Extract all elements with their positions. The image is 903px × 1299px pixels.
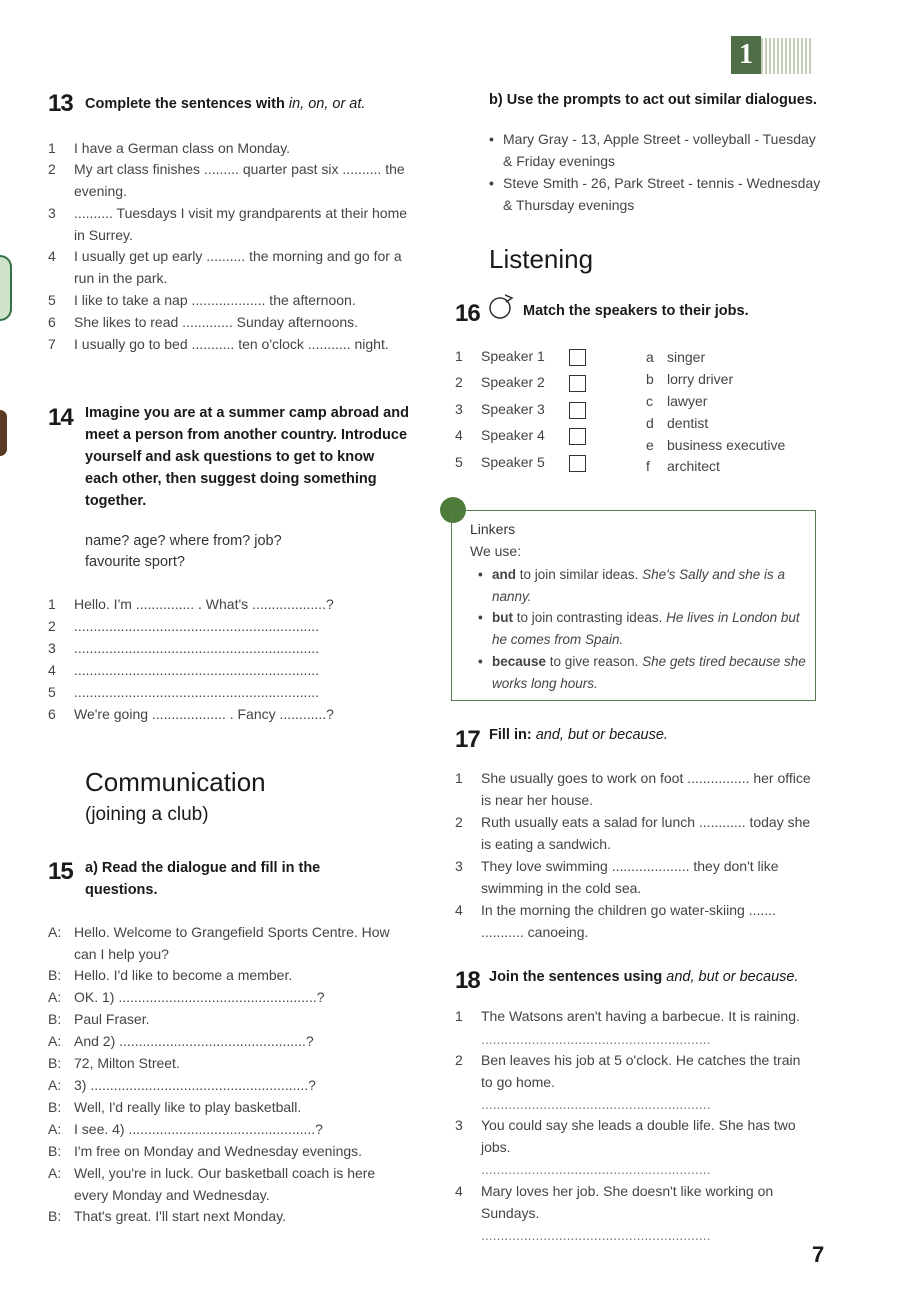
ex18-answer-line-3[interactable]: ...........................................................: [481, 1161, 711, 1177]
page-number: 7: [812, 1242, 825, 1267]
dialogue-line-2: B: Hello. I'd like to become a member.: [48, 967, 293, 983]
ex17-item-1: 1 She usually goes to work on foot ................ her office is near her house.: [455, 770, 811, 808]
dialogue-line-4: B: Paul Fraser.: [48, 1011, 150, 1027]
exercise-14-title: Imagine you are at a summer camp abroad and meet a person from another country. Introduce yourself and ask questions to get to know each other, then suggest doing something together.: [85, 405, 409, 509]
ex14-line-5: 5 ...............................................................: [48, 684, 320, 700]
exercise-14-number: 14: [48, 404, 73, 431]
speaker-row-4: 4 Speaker 4: [455, 427, 545, 443]
page-edge-illustration-2: [0, 410, 7, 456]
unit-badge: 1: [731, 36, 761, 74]
exercise-15-number: 15: [48, 858, 73, 885]
dialogue-line-3: A: OK. 1) ...................................................?: [48, 989, 325, 1005]
exercise-18-title: Join the sentences using and, but or because.: [489, 969, 799, 985]
exercise-17-title: Fill in: and, but or because.: [489, 727, 668, 743]
linkers-intro: We use:: [470, 543, 522, 559]
ex17-item-2: 2 Ruth usually eats a salad for lunch ............ today she is eating a sandwich.: [455, 814, 811, 852]
ex18-item-2: 2 Ben leaves his job at 5 o'clock. He catches the train to go home.: [455, 1052, 801, 1090]
dialogue-line-9: A: I see. 4) ................................................?: [48, 1121, 323, 1137]
ex17-item-3: 3 They love swimming .................... they don't like swimming in the cold sea.: [455, 858, 779, 896]
exercise-17-number: 17: [455, 726, 480, 753]
linker-but: but to join contrasting ideas. He lives in London but he comes from Spain.: [492, 610, 800, 647]
communication-heading: Communication: [85, 767, 266, 797]
linkers-title: Linkers: [470, 521, 516, 537]
exercise-18-number: 18: [455, 967, 480, 994]
job-e: e business executive: [646, 437, 786, 453]
ex14-line-6: 6 We're going ................... . Fancy ............?: [48, 706, 334, 722]
ex13-item-3: 3 .......... Tuesdays I visit my grandparents at their home in Surrey.: [48, 205, 408, 243]
prompt-steve-smith: • Steve Smith - 26, Park Street - tennis - Wednesday & Thursday evenings: [503, 173, 823, 216]
answer-box-4[interactable]: [569, 428, 586, 446]
page-edge-illustration: [0, 255, 12, 321]
exercise-15b-title: b) Use the prompts to act out similar dialogues.: [489, 92, 817, 108]
ex14-prompts-2: favourite sport?: [85, 554, 185, 570]
ex14-prompts-1: name? age? where from? job?: [85, 533, 282, 549]
ex13-item-1: 1 I have a German class on Monday.: [48, 140, 291, 156]
speaker-row-5: 5 Speaker 5: [455, 454, 545, 470]
ex14-line-2: 2 ...............................................................: [48, 618, 320, 634]
ex14-line-4: 4 ...............................................................: [48, 662, 320, 678]
answer-box-2[interactable]: [569, 375, 586, 393]
dialogue-line-5: A: And 2) ................................................?: [48, 1033, 314, 1049]
dialogue-line-11: A: Well, you're in luck. Our basketball coach is here every Monday and Wednesday.: [48, 1165, 376, 1203]
ex18-item-4: 4 Mary loves her job. She doesn't like working on Sundays.: [455, 1183, 774, 1221]
linker-and: and to join similar ideas. She's Sally and she is a nanny.: [492, 567, 785, 604]
ex14-line-1: 1 Hello. I'm ............... . What's ...................?: [48, 596, 334, 612]
exercise-16-number: 16: [455, 300, 480, 327]
ex13-item-6: 6 She likes to read ............. Sunday afternoons.: [48, 314, 359, 330]
unit-badge-pattern: [761, 38, 813, 74]
exercise-13-number: 13: [48, 90, 73, 117]
answer-box-5[interactable]: [569, 455, 586, 473]
audio-cd-icon: [485, 292, 517, 325]
exercise-13-title: Complete the sentences with in, on, or at.: [85, 96, 366, 112]
ex18-answer-line-4[interactable]: ...........................................................: [481, 1227, 711, 1243]
ex18-answer-line-2[interactable]: ...........................................................: [481, 1096, 711, 1112]
exercise-15-title: a) Read the dialogue and fill in the questions.: [85, 860, 321, 898]
ex18-answer-line-1[interactable]: ...........................................................: [481, 1031, 711, 1047]
speaker-row-1: 1 Speaker 1: [455, 348, 545, 364]
dialogue-line-12: B: That's great. I'll start next Monday.: [48, 1208, 287, 1224]
listening-heading: Listening: [489, 244, 594, 274]
ex14-line-3: 3 ...............................................................: [48, 640, 320, 656]
answer-box-1[interactable]: [569, 349, 586, 367]
dialogue-line-6: B: 72, Milton Street.: [48, 1055, 180, 1071]
speaker-row-3: 3 Speaker 3: [455, 401, 545, 417]
job-b: b lorry driver: [646, 371, 734, 387]
dialogue-line-7: A: 3) ........................................................?: [48, 1077, 316, 1093]
ex18-item-3: 3 You could say she leads a double life. She has two jobs.: [455, 1117, 796, 1155]
ex18-item-1: 1 The Watsons aren't having a barbecue. It is raining.: [455, 1008, 800, 1024]
job-f: f architect: [646, 458, 720, 474]
answer-box-3[interactable]: [569, 402, 586, 420]
linkers-box: [451, 510, 816, 701]
linker-because: because to give reason. She gets tired because she works long hours.: [492, 654, 806, 691]
job-a: a singer: [646, 349, 706, 365]
ex13-item-5: 5 I like to take a nap ................... the afternoon.: [48, 292, 356, 308]
job-d: d dentist: [646, 415, 709, 431]
prompt-mary-gray: • Mary Gray - 13, Apple Street - volleyball - Tuesday & Friday evenings: [503, 129, 823, 172]
communication-subheading: (joining a club): [85, 804, 209, 825]
ex13-item-7: 7 I usually go to bed ........... ten o'clock ........... night.: [48, 336, 389, 352]
exercise-16-title: Match the speakers to their jobs.: [523, 303, 749, 319]
ex13-item-4: 4 I usually get up early .......... the morning and go for a run in the park.: [48, 248, 402, 286]
ex17-item-4: 4 In the morning the children go water-skiing ....... ........... canoeing.: [455, 902, 776, 940]
dialogue-line-10: B: I'm free on Monday and Wednesday evenings.: [48, 1143, 363, 1159]
dialogue-line-8: B: Well, I'd really like to play basketball.: [48, 1099, 302, 1115]
ex13-item-2: 2 My art class finishes ......... quarter past six .......... the evening.: [48, 161, 405, 199]
job-c: c lawyer: [646, 393, 708, 409]
speaker-row-2: 2 Speaker 2: [455, 374, 545, 390]
dialogue-line-1: A: Hello. Welcome to Grangefield Sports Centre. How can I help you?: [48, 924, 390, 962]
